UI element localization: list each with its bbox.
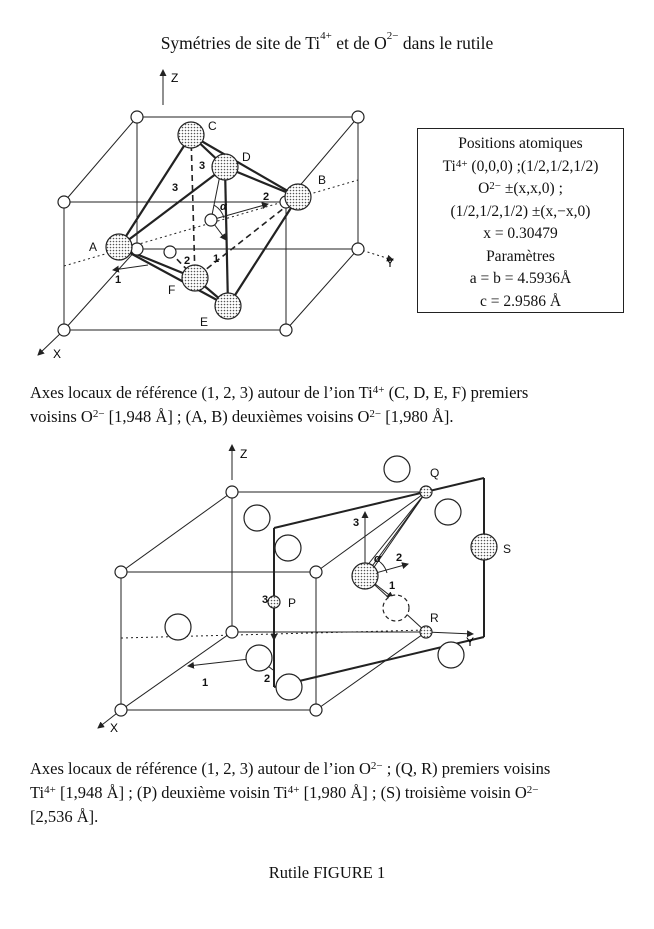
o-atom (435, 499, 461, 525)
o-atom (246, 645, 272, 671)
ti-corner-atom (115, 566, 127, 578)
atom-f (182, 265, 208, 291)
ti-corner-atom (352, 111, 364, 123)
ti-center-atom (205, 214, 217, 226)
params-heading: Paramètres (486, 247, 555, 265)
label-d: D (242, 150, 251, 164)
ti-corner-atom (58, 324, 70, 336)
atom-a (106, 234, 132, 260)
local-axis-1-label: 1 (115, 274, 122, 286)
label-p: P (288, 596, 297, 610)
local-axis-2-label: 2 (263, 191, 270, 203)
axis-y-label: Y (386, 256, 395, 270)
o-atom (165, 614, 191, 640)
local-axis-1-label: 1 (213, 253, 220, 265)
ti-corner-atom (352, 243, 364, 255)
local-axis-1-label: 1 (202, 677, 209, 689)
o-atom (438, 642, 464, 668)
label-e: E (200, 315, 209, 329)
o-positions-2: (1/2,1/2,1/2) ±(x,−x,0) (450, 202, 591, 220)
axis-y-label: Y (466, 635, 475, 649)
ti-corner-atom (280, 324, 292, 336)
local-axis-3-label: 3 (199, 160, 206, 172)
alpha-label: α (220, 201, 227, 213)
local-axis-3-label: 3 (353, 517, 360, 529)
local-axis-1-label: 1 (389, 580, 396, 592)
param-c: c = 2.9586 Å (479, 292, 562, 310)
axis-x-label: X (53, 347, 62, 361)
local-axis-3-label: 3 (172, 182, 179, 194)
ti-corner-atom (226, 486, 238, 498)
label-r: R (430, 611, 439, 625)
axis-z-label: Z (240, 447, 248, 461)
label-b: B (318, 173, 327, 187)
o-atom (244, 505, 270, 531)
ti-corner-atom (226, 626, 238, 638)
label-f: F (168, 283, 176, 297)
atom-d (212, 154, 238, 180)
ti-corner-atom (131, 111, 143, 123)
local-axis-2-label: 2 (264, 673, 271, 685)
ti-corner-atom (310, 704, 322, 716)
atom-e (215, 293, 241, 319)
local-axes (188, 512, 408, 670)
local-axis-2-label: 2 (396, 552, 403, 564)
ti-positions: $Ti^{4+}$ (0,0,0) ;(1/2,1/2,1/2) (442, 157, 599, 175)
atom-r (420, 626, 432, 638)
label-q: Q (430, 466, 440, 480)
caption-o-site: Axes locaux de référence (1, 2, 3) autour de l’ion $O^{2-}$ ; (Q, R) premiers voisins $Ti^{4+}$ [1,948 Å] ; (P) deuxième voisin $Ti^{4+}$ [1,980 Å] ; (S) troisième voisin $O^{2-}$ [2,536 Å]. (30, 759, 551, 826)
atoms (115, 456, 497, 716)
ti-hidden-atom (164, 246, 176, 258)
ti-site-diagram (28, 60, 418, 365)
o-site-diagram (78, 440, 538, 735)
page-title: Symétries de site de $Ti^{4+}$ et de $O^{2-}$ dans le rutile (160, 30, 494, 53)
ti-corner-atom (115, 704, 127, 716)
atomic-positions-box (417, 128, 624, 313)
local-axis-3-label: 3 (262, 594, 269, 606)
atoms (58, 111, 364, 336)
atom-q (420, 486, 432, 498)
o-atom (275, 535, 301, 561)
label-a: A (89, 240, 98, 254)
figure-label: Rutile FIGURE 1 (268, 863, 386, 882)
caption-ti-site: Axes locaux de référence (1, 2, 3) autour de l’ion $Ti^{4+}$ (C, D, E, F) premiers voisins $O^{2-}$ [1,948 Å] ; (A, B) deuxièmes voisins $O^{2-}$ [1,980 Å]. (30, 383, 529, 426)
local-axis-2-label: 2 (184, 255, 191, 267)
central-o-atom (352, 563, 378, 589)
alpha-label: α (374, 553, 381, 565)
label-s: S (503, 542, 512, 556)
atom-p (268, 596, 280, 608)
atom-b (285, 184, 311, 210)
atom-s (471, 534, 497, 560)
axis-z-label: Z (171, 71, 179, 85)
axes (38, 70, 393, 355)
axis-x-label: X (110, 721, 119, 735)
atom-c (178, 122, 204, 148)
ti-corner-atom (131, 243, 143, 255)
positions-heading: Positions atomiques (458, 135, 583, 152)
hidden-o-atom (383, 595, 409, 621)
ti-corner-atom (310, 566, 322, 578)
ti-corner-atom (58, 196, 70, 208)
label-c: C (208, 119, 217, 133)
o-positions: $O^{2-} \pm(x,x,0)$ ; (478, 180, 563, 197)
param-a-b: a = b = 4.5936Å (469, 270, 572, 287)
o-atom (276, 674, 302, 700)
o-atom (384, 456, 410, 482)
x-value: x = 0.30479 (483, 225, 558, 242)
